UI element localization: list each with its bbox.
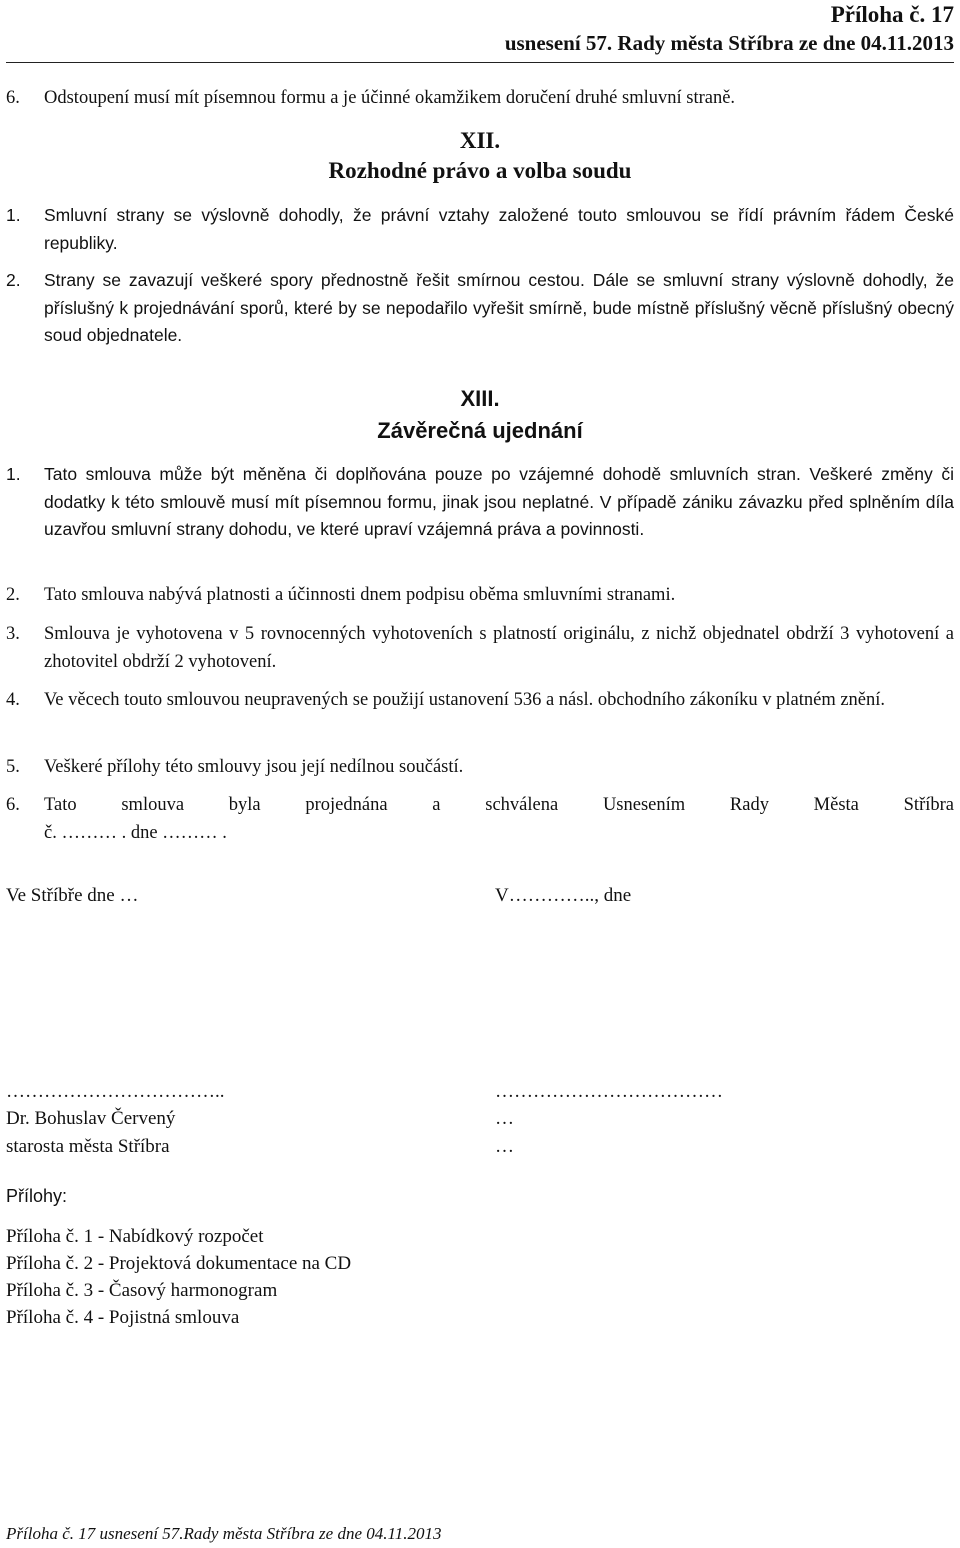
clause-number: 5. (6, 757, 20, 777)
clause-text: Tato smlouva může být měněna či doplňována pouze po vzájemné dohodě smluvních stran. Veškeré změny či dodatky k této smlouvě musí mít písemnou formu, jinak jsou neplatné. V případě zániku závazku před splněním díla uzavřou smluvní strany dohodu, ve které upraví vzájemná práva a povinnosti. (44, 464, 954, 539)
clause-text: Strany se zavazují veškeré spory přednostně řešit smírnou cestou. Dále se smluvní strany výslovně dohodly, že příslušný k projednávání sporů, které by se nepodařilo vyřešit smírně, bude místně příslušný věcně příslušný obecný soud objednatele. (44, 270, 954, 345)
clause-number: 2. (6, 585, 20, 605)
clause-13-4 (6, 687, 954, 715)
signatory-name-right: … (495, 1108, 514, 1129)
attachment-item: Příloha č. 1 - Nabídkový rozpočet (6, 1226, 264, 1247)
clause-12-1 (6, 202, 954, 257)
header-resolution: usnesení 57. Rady města Stříbra ze dne 04.11.2013 (504, 31, 954, 55)
clause-13-5 (6, 754, 954, 782)
attachments-label: Přílohy: (6, 1186, 68, 1206)
clause-13-3 (6, 621, 954, 676)
clause-prev-6 (6, 85, 954, 113)
section-12-title: Rozhodné právo a volba soudu (328, 158, 632, 183)
clause-number: 1. (6, 205, 21, 225)
clause-number: 6. (6, 88, 20, 108)
clause-text: Odstoupení musí mít písemnou formu a je účinné okamžikem doručení druhé smluvní straně. (44, 88, 736, 108)
clause-text-continuation: č. ……… . dne ……… . (44, 822, 227, 843)
signatory-role-left: starosta města Stříbra (6, 1136, 170, 1157)
signature-place-left: Ve Stříbře dne … (6, 885, 139, 906)
clause-text: Tato smlouva byla projednána a schválena Usnesením Rady Města Stříbra (44, 795, 954, 815)
clause-number: 1. (6, 464, 21, 484)
page-footer: Příloha č. 17 usnesení 57.Rady města Stříbra ze dne 04.11.2013 (6, 1524, 442, 1543)
attachment-item: Příloha č. 3 - Časový harmonogram (6, 1280, 278, 1301)
section-12-roman: XII. (459, 128, 501, 153)
clause-13-6 (6, 792, 954, 847)
clause-number: 6. (6, 795, 20, 815)
clause-number: 2. (6, 270, 21, 290)
header-divider (6, 62, 954, 63)
signature-line-right: ……………………………… (495, 1081, 723, 1102)
signature-line-left: …………………………….. (6, 1081, 225, 1102)
clause-text: Ve věcech touto smlouvou neupravených se použijí ustanovení 536 a násl. obchodního zákoníku v platném znění. (44, 690, 886, 710)
clause-text: Veškeré přílohy této smlouvy jsou její nedílnou součástí. (44, 757, 464, 777)
clause-number: 3. (6, 624, 20, 644)
attachment-item: Příloha č. 4 - Pojistná smlouva (6, 1307, 240, 1328)
header-attachment-number: Příloha č. 17 (830, 2, 954, 27)
clause-12-2 (6, 267, 954, 350)
signature-place-right: V………….., dne (495, 885, 632, 906)
section-13-roman: XIII. (460, 386, 500, 411)
section-13-title: Závěrečná ujednání (377, 418, 583, 443)
attachment-item: Příloha č. 2 - Projektová dokumentace na CD (6, 1253, 352, 1274)
clause-text: Tato smlouva nabývá platnosti a účinnosti dnem podpisu oběma smluvními stranami. (44, 585, 676, 605)
clause-number: 4. (6, 690, 20, 710)
signatory-role-right: … (495, 1136, 514, 1157)
signatory-name-left: Dr. Bohuslav Červený (6, 1108, 176, 1129)
clause-13-2 (6, 582, 954, 610)
clause-text: Smlouva je vyhotovena v 5 rovnocenných vyhotoveních s platností originálu, z nichž objednatel obdrží 3 vyhotovení a zhotovitel obdrží 2 vyhotovení. (44, 624, 954, 672)
clause-13-1 (6, 461, 954, 544)
clause-text: Smluvní strany se výslovně dohodly, že právní vztahy založené touto smlouvou se řídí právním řádem České republiky. (44, 205, 954, 253)
